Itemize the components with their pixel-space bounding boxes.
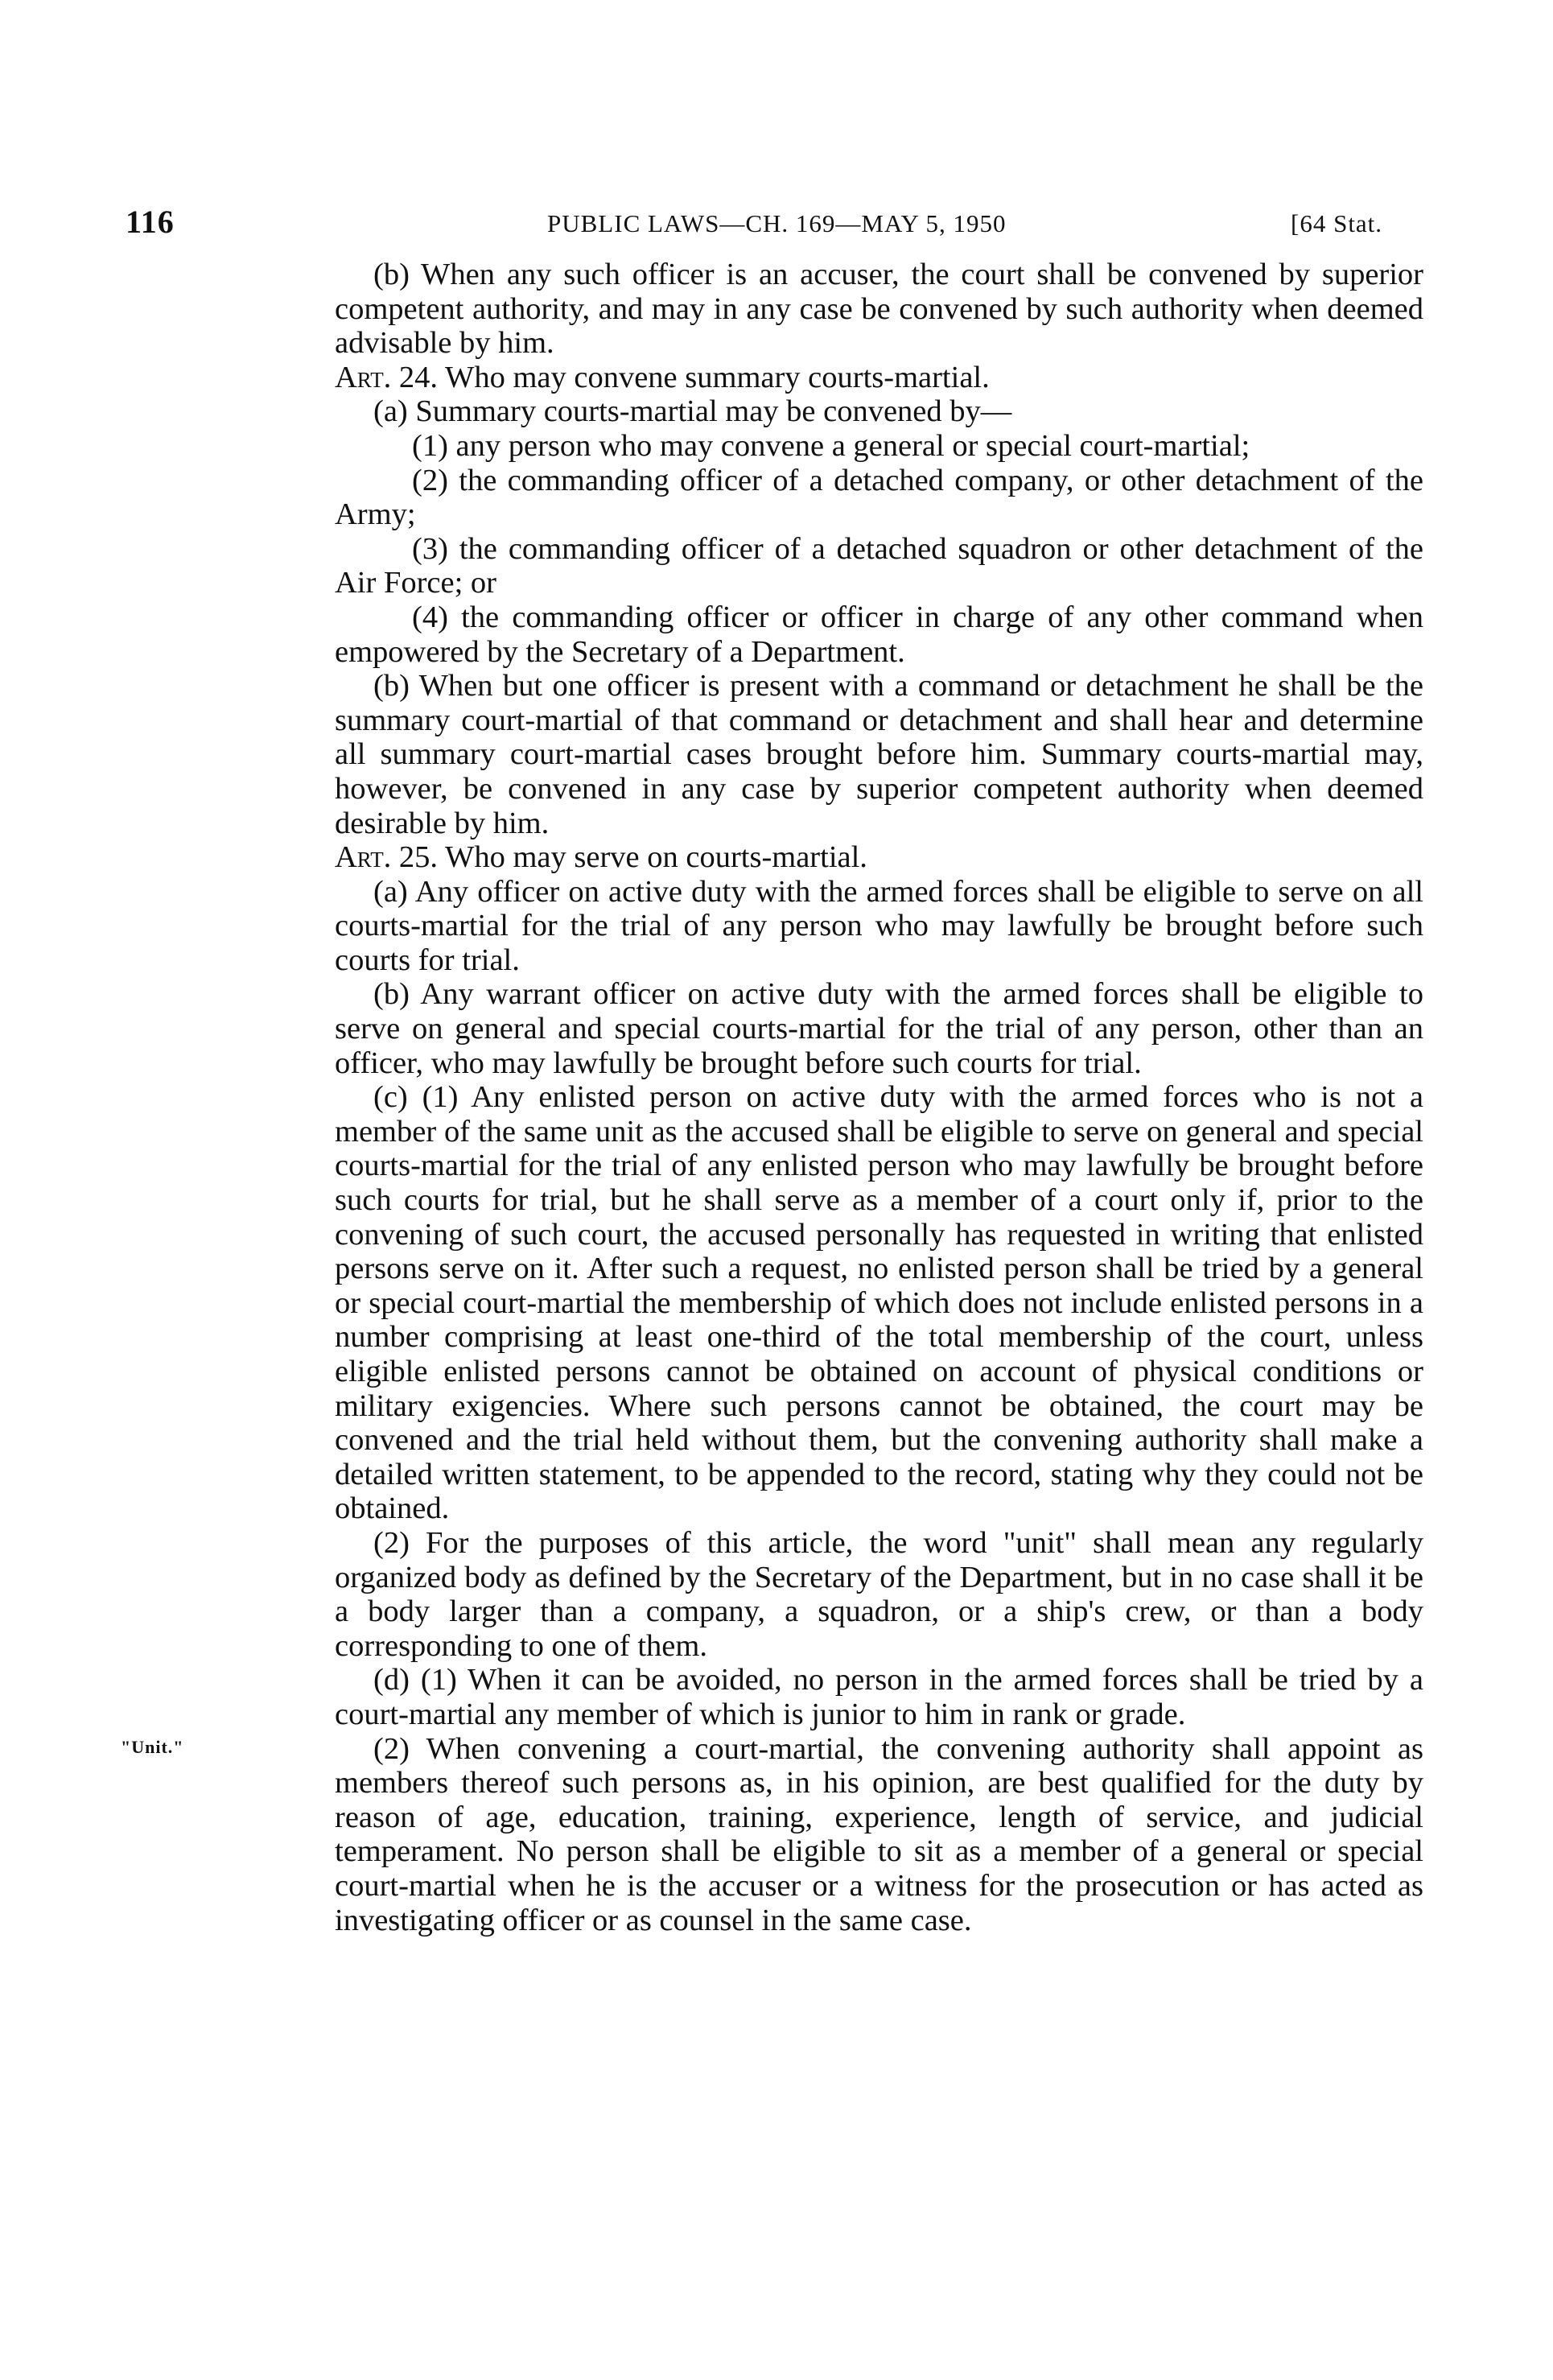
art24-item-3: (3) the commanding officer of a detached squadron or other detachment of the Air Force; or — [335, 531, 1423, 600]
running-head: PUBLIC LAWS—CH. 169—MAY 5, 1950 — [547, 209, 1007, 237]
art24-para-a: (a) Summary courts-martial may be convened by— — [373, 394, 1012, 429]
art25-para-d2: (2) When convening a court-martial, the convening authority shall appoint as members thereof such persons as, in his opinion, are best qualified for the duty by reason of age, education, training, experience, length of service, and judicial temperament. No person shall be eligible to sit as a member of a general or special court-martial when he is the accuser or a witness for the prosecution or has acted as investigating officer or as counsel in the same case. — [335, 1731, 1423, 1937]
art25-para-c2: (2) For the purposes of this article, the word "unit" shall mean any regularly organized body as defined by the Secretary of the Department, but in no case shall it be a body larger than a company, a squadron, or a ship's crew, or than a body corresponding to one of them. — [335, 1525, 1423, 1663]
art25-para-c1: (c) (1) Any enlisted person on active duty with the armed forces who is not a member of the same unit as the accused shall be eligible to serve on general and special courts-martial for the trial of any enlisted person who may lawfully be brought before such courts for trial, but he shall serve as a member of a court only if, prior to the convening of such court, the accused personally has requested in writing that enlisted persons serve on it. After such a request, no enlisted person shall be tried by a general or special court-martial the membership of which does not include enlisted persons in a number comprising at least one-third of the total membership of the court, unless eligible enlisted persons cannot be obtained on account of physical conditions or military exigencies. Where such persons cannot be obtained, the court may be convened and the trial held without them, but the convening authority shall make a detailed written statement, to be appended to the record, stating why they could not be obtained. — [335, 1080, 1423, 1526]
art24-label: Art. 24. — [335, 360, 439, 394]
statute-text — [335, 258, 1423, 1937]
page-number: 116 — [126, 204, 175, 240]
art24-para-b: (b) When but one officer is present with a command or detachment he shall be the summary court-martial of that command or detachment and shall hear and determine all summary court-martial cases brought before him. Summary courts-martial may, however, be convened in any case by superior competent authority when deemed desirable by him. — [335, 669, 1423, 840]
art23-para-b: (b) When any such officer is an accuser, the court shall be convened by superior competent authority, and may in any case be convened by such authority when deemed advisable by him. — [335, 258, 1423, 361]
art24-item-2: (2) the commanding officer of a detached company, or other detachment of the Army; — [335, 463, 1423, 532]
art25-para-d1: (d) (1) When it can be avoided, no person in the armed forces shall be tried by a court-martial any member of which is junior to him in rank or grade. — [335, 1663, 1423, 1731]
art25-para-a: (a) Any officer on active duty with the armed forces shall be eligible to serve on all courts-martial for the trial of any person who may lawfully be brought before such courts for trial. — [335, 874, 1423, 977]
art24-item-4: (4) the commanding officer or officer in charge of any other command when empowered by the Secretary of a Department. — [335, 600, 1423, 669]
art25-heading — [335, 840, 1423, 875]
art25-para-b: (b) Any warrant officer on active duty with the armed forces shall be eligible to serve on general and special courts-martial for the trial of any person, other than an officer, who may lawfully be brought before such courts for trial. — [335, 977, 1423, 1080]
art24-heading — [335, 361, 1423, 395]
art25-title: Who may serve on courts-martial. — [445, 840, 867, 875]
art24-title: Who may convene summary courts-martial. — [445, 360, 990, 394]
volume-reference: [64 Stat. — [1291, 209, 1383, 237]
art25-label: Art. 25. — [335, 840, 439, 875]
margin-note-unit: "Unit." — [121, 1737, 184, 1757]
art24-item-1: (1) any person who may convene a general or special court-martial; — [412, 428, 1250, 463]
